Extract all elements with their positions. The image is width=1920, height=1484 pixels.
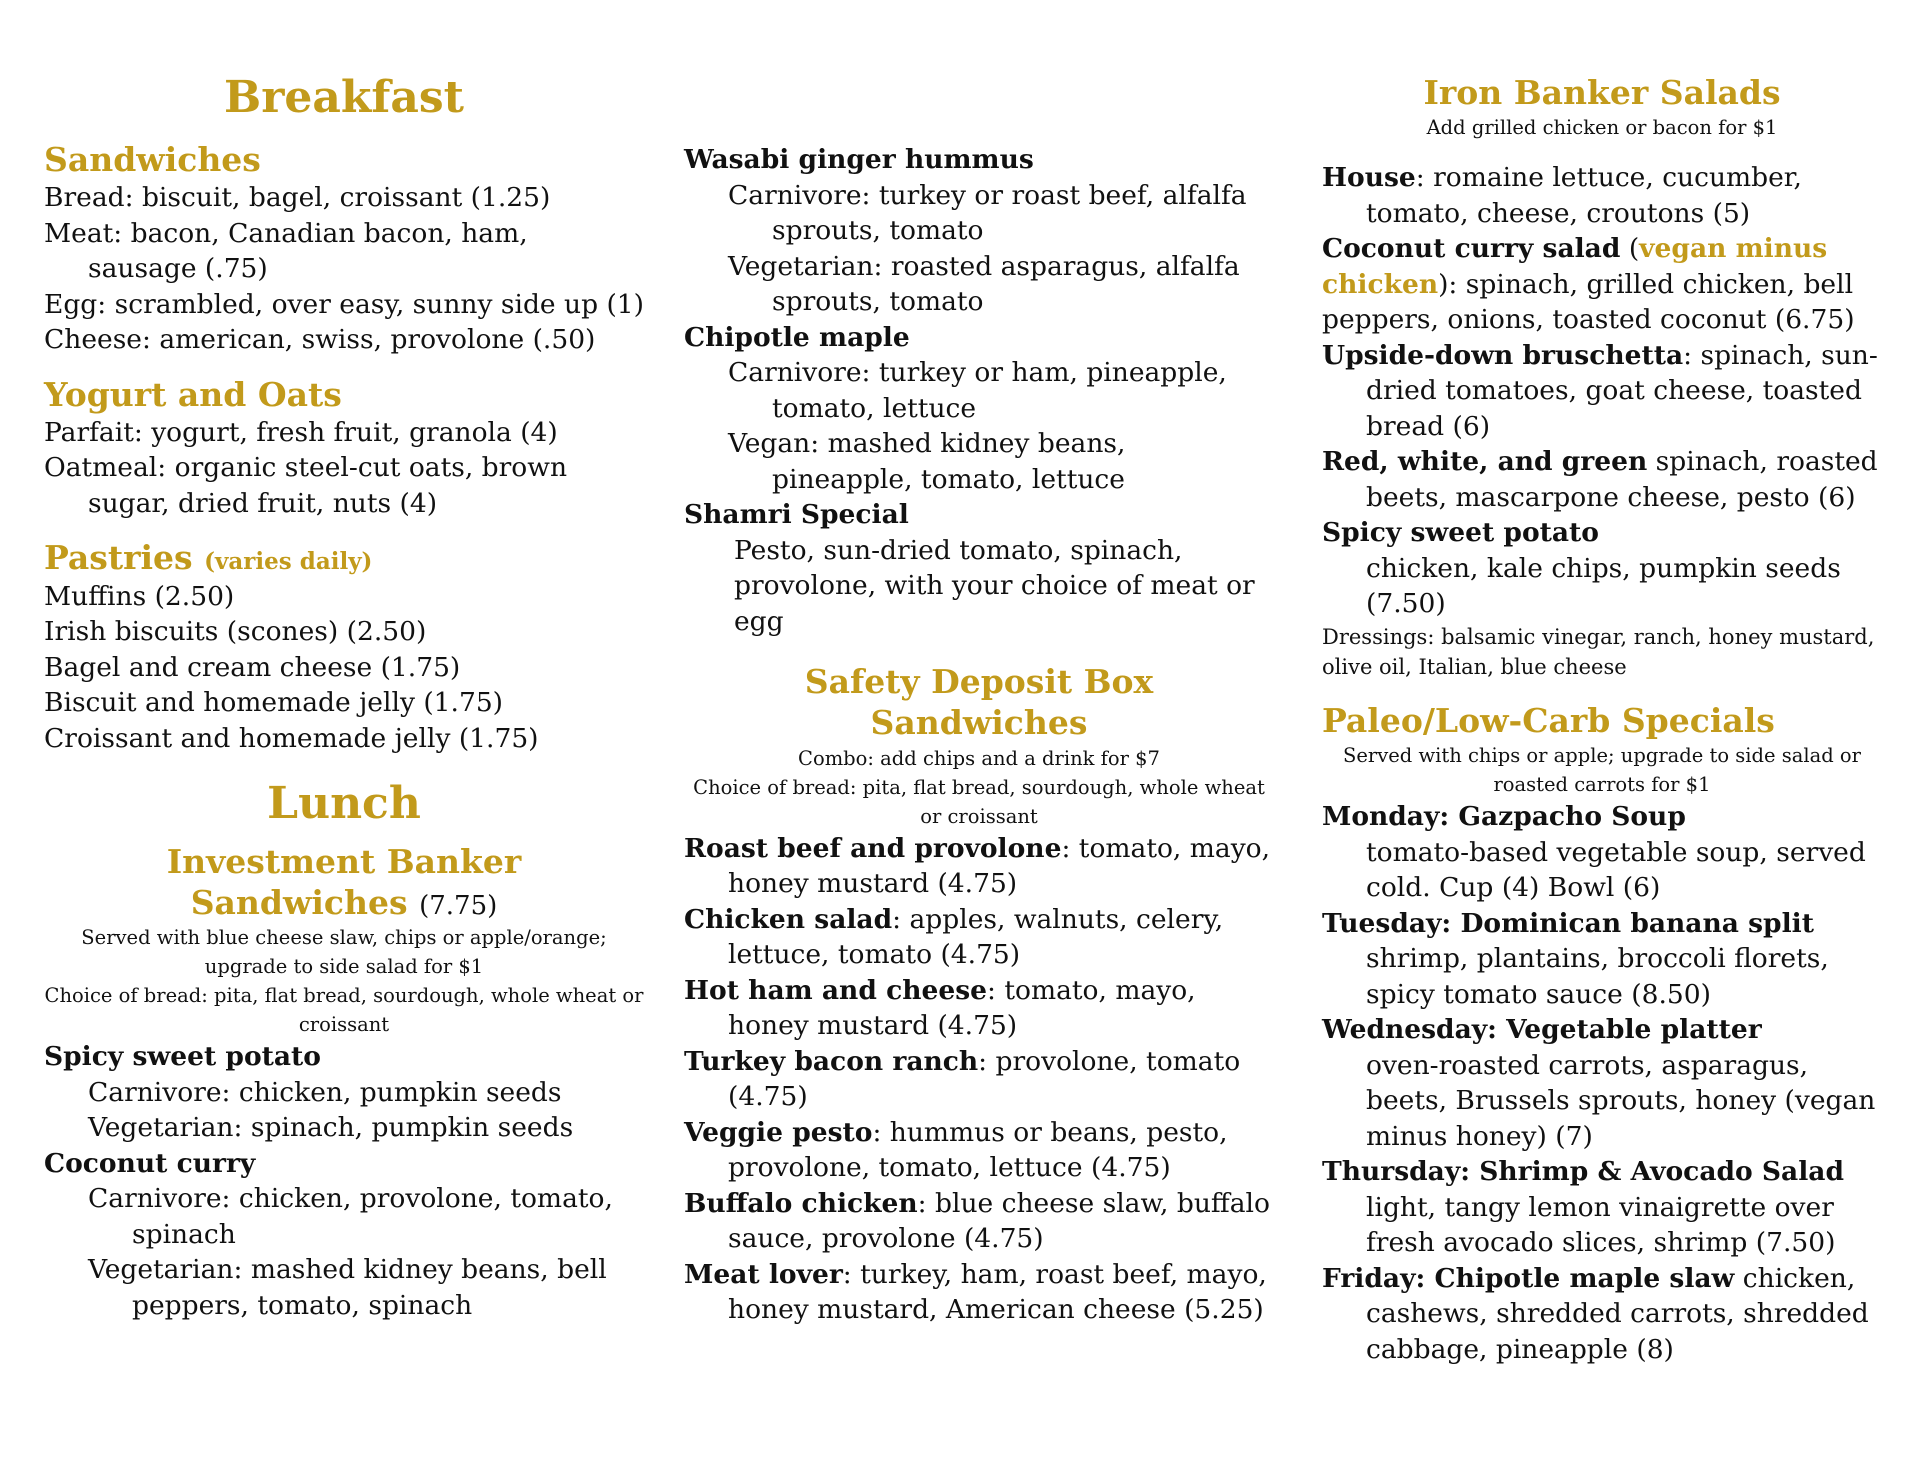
item-option: Vegetarian: roasted asparagus, alfalfa sprouts, tomato xyxy=(728,250,1240,317)
item-desc: : turkey, ham, roast beef, mayo, honey mustard, American cheese (5.25) xyxy=(728,1258,1267,1325)
item-desc: : apples, walnuts, celery, lettuce, tomato (4.75) xyxy=(728,903,1224,970)
item-name: Buffalo chicken xyxy=(684,1187,918,1219)
safety-title-line1: Safety Deposit Box xyxy=(804,662,1154,701)
item-option: Carnivore: turkey or roast beef, alfalfa sprouts, tomato xyxy=(728,179,1247,246)
list-item: Parfait: yogurt, fresh fruit, granola (4) xyxy=(44,416,558,448)
item-desc: shrimp, plantains, broccoli florets, spicy tomato sauce (8.50) xyxy=(1366,943,1829,1010)
list-item xyxy=(684,831,1274,902)
breakfast-sandwich-list xyxy=(44,180,644,358)
item-name: Spicy sweet potato xyxy=(1322,517,1599,549)
item-name: Monday: Gazpacho Soup xyxy=(1322,801,1686,832)
item-desc: : spinach, sun-dried tomatoes, goat cheese, toasted bread (6) xyxy=(1366,339,1878,442)
item-name: Shamri Special xyxy=(684,499,909,530)
safety-items xyxy=(684,831,1274,1328)
item-name: Chicken salad xyxy=(684,903,893,935)
lunch-heading: Lunch xyxy=(267,778,421,830)
list-item: Meat: bacon, Canadian bacon, ham, sausage (.75) xyxy=(44,217,528,285)
investment-banker-heading xyxy=(44,841,644,924)
item-name: Coconut curry xyxy=(44,1147,256,1179)
list-item xyxy=(1322,160,1882,231)
breakfast-heading: Breakfast xyxy=(224,72,464,123)
safety-note-combo: Combo: add chips and a drink for $7 xyxy=(798,746,1160,770)
list-item xyxy=(1322,1261,1882,1368)
item-name: Friday: Chipotle maple slaw xyxy=(1322,1262,1735,1294)
investment-item-chipotle-maple xyxy=(684,320,1274,498)
list-item: Muffins (2.50) xyxy=(44,580,235,612)
iron-banker-heading: Iron Banker Salads xyxy=(1423,73,1781,112)
yogurt-oats-heading: Yogurt and Oats xyxy=(44,374,342,414)
list-item: Irish biscuits (scones) (2.50) xyxy=(44,616,427,648)
safety-note-bread: Choice of bread: pita, flat bread, sourdough, whole wheat or croissant xyxy=(693,775,1265,828)
item-name: Veggie pesto xyxy=(684,1116,873,1148)
item-option: Carnivore: turkey or ham, pineapple, tomato, lettuce xyxy=(728,357,1227,424)
menu-column-3 xyxy=(1322,0,1882,1367)
item-option: Carnivore: chicken, pumpkin seeds xyxy=(88,1076,562,1108)
pastries-list xyxy=(44,579,644,757)
list-item: Croissant and homemade jelly (1.75) xyxy=(44,722,539,754)
item-desc: : blue cheese slaw, buffalo sauce, provolone (4.75) xyxy=(728,1187,1270,1254)
item-name: Roast beef and provolone xyxy=(684,832,1062,864)
item-name: Meat lover xyxy=(684,1258,843,1290)
item-option: Vegetarian: spinach, pumpkin seeds xyxy=(88,1112,574,1144)
investment-note-served: Served with blue cheese slaw, chips or apple/orange; upgrade to side salad for $1 xyxy=(81,926,607,979)
sandwiches-heading: Sandwiches xyxy=(44,139,261,179)
item-desc: : tomato, mayo, honey mustard (4.75) xyxy=(728,832,1271,899)
item-desc: ): spinach, grilled chicken, bell peppers, onions, toasted coconut (6.75) xyxy=(1322,268,1855,336)
list-item: Cheese: american, swiss, provolone (.50) xyxy=(44,324,596,356)
paleo-items xyxy=(1322,799,1882,1367)
list-item xyxy=(1322,338,1882,445)
item-name: Spicy sweet potato xyxy=(44,1041,321,1073)
list-item xyxy=(684,1257,1274,1328)
investment-item-coconut-curry xyxy=(44,1146,644,1324)
investment-title-line2: Sandwiches xyxy=(190,883,408,923)
item-name: House xyxy=(1322,162,1416,194)
paleo-note: Served with chips or apple; upgrade to side salad or roasted carrots for $1 xyxy=(1343,744,1861,796)
item-name: Tuesday: Dominican banana split xyxy=(1322,907,1814,939)
investment-item-spicy-sweet-potato xyxy=(44,1039,644,1146)
item-desc: : hummus or beans, pesto, provolone, tomato, lettuce (4.75) xyxy=(728,1116,1228,1183)
list-item: Bread: biscuit, bagel, croissant (1.25) xyxy=(44,182,551,214)
pastries-title: Pastries xyxy=(44,538,193,578)
list-item xyxy=(1322,444,1882,515)
item-open: ( xyxy=(1620,233,1640,265)
item-desc: light, tangy lemon vinaigrette over fresh avocado slices, shrimp (7.50) xyxy=(1366,1191,1836,1258)
list-item xyxy=(684,1115,1274,1186)
menu-column-2 xyxy=(684,0,1274,1328)
item-desc: spinach, roasted beets, mascarpone cheese, pesto (6) xyxy=(1366,446,1878,513)
safety-deposit-heading xyxy=(684,661,1274,744)
item-option: Vegetarian: mashed kidney beans, bell peppers, tomato, spinach xyxy=(88,1254,607,1321)
list-item: Egg: scrambled, over easy, sunny side up (1) xyxy=(44,288,645,320)
pastries-heading xyxy=(44,537,644,578)
item-name: Chipotle maple xyxy=(684,321,910,353)
item-name: Thursday: Shrimp & Avocado Salad xyxy=(1322,1156,1844,1187)
item-name: Upside-down bruschetta xyxy=(1322,339,1684,371)
pastries-note: (varies daily) xyxy=(204,548,373,576)
item-option: Vegan: mashed kidney beans, pineapple, tomato, lettuce xyxy=(728,428,1126,495)
item-name: Wasabi ginger hummus xyxy=(684,144,1034,175)
investment-item-shamri-special xyxy=(684,497,1274,639)
list-item xyxy=(684,902,1274,973)
list-item xyxy=(684,973,1274,1044)
item-desc: : provolone, tomato (4.75) xyxy=(728,1045,1241,1112)
yogurt-oats-list xyxy=(44,415,644,522)
list-item: Bagel and cream cheese (1.75) xyxy=(44,651,461,683)
salads-note: Add grilled chicken or bacon for $1 xyxy=(1426,116,1778,140)
item-name: Red, white, and green xyxy=(1322,446,1648,478)
salad-items xyxy=(1322,160,1882,622)
item-option: Carnivore: chicken, provolone, tomato, spinach xyxy=(88,1183,613,1250)
investment-note-bread: Choice of bread: pita, flat bread, sourdough, whole wheat or croissant xyxy=(44,984,644,1037)
item-vegan-note: vegan minus chicken xyxy=(1322,233,1828,300)
list-item xyxy=(684,1044,1274,1115)
list-item xyxy=(684,1186,1274,1257)
investment-price: (7.75) xyxy=(419,891,498,922)
item-desc: : romaine lettuce, cucumber, tomato, cheese, croutons (5) xyxy=(1366,162,1802,229)
item-desc: chicken, cashews, shredded carrots, shredded cabbage, pineapple (8) xyxy=(1366,1262,1869,1365)
item-desc: oven-roasted carrots, asparagus, beets, Brussels sprouts, honey (vegan minus honey) (7) xyxy=(1366,1049,1876,1152)
item-desc: tomato-based vegetable soup, served cold. Cup (4) Bowl (6) xyxy=(1366,836,1866,903)
item-name: Wednesday: Vegetable platter xyxy=(1322,1014,1762,1045)
dressings-note: Dressings: balsamic vinegar, ranch, honey mustard, olive oil, Italian, blue cheese xyxy=(1322,624,1875,679)
item-desc: : tomato, mayo, honey mustard (4.75) xyxy=(728,974,1196,1041)
list-item xyxy=(1322,231,1882,338)
item-name: Coconut curry salad xyxy=(1322,233,1621,265)
item-desc: Pesto, sun-dried tomato, spinach, provolone, with your choice of meat or egg xyxy=(734,534,1255,637)
investment-title-line1: Investment Banker xyxy=(166,841,522,881)
item-name: Hot ham and cheese xyxy=(684,974,987,1006)
list-item: Biscuit and homemade jelly (1.75) xyxy=(44,687,504,719)
menu-column-1 xyxy=(44,0,644,1323)
item-name: Turkey bacon ranch xyxy=(684,1045,979,1077)
investment-item-wasabi-hummus xyxy=(684,142,1274,320)
list-item: Oatmeal: organic steel-cut oats, brown sugar, dried fruit, nuts (4) xyxy=(44,452,568,519)
item-desc: chicken, kale chips, pumpkin seeds (7.50) xyxy=(1366,552,1841,620)
paleo-heading: Paleo/Low-Carb Specials xyxy=(1322,700,1775,740)
safety-title-line2: Sandwiches xyxy=(870,703,1088,743)
